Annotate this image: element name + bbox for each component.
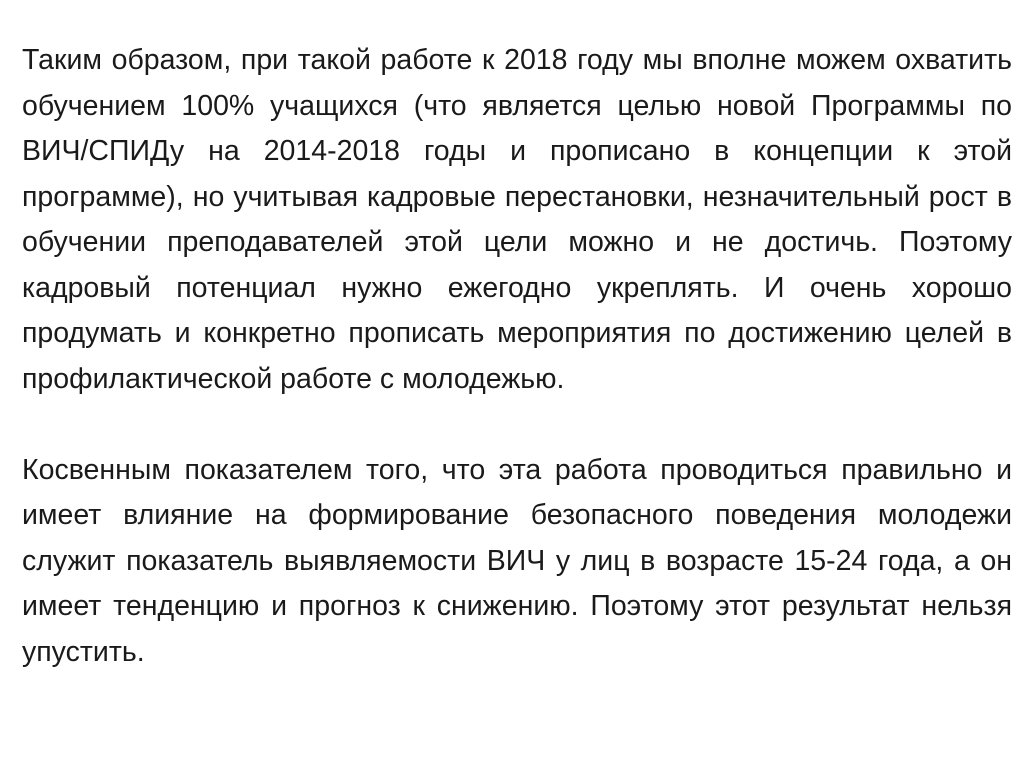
slide-text-body <box>22 38 1012 675</box>
paragraph-hiv-detection-indicator: Косвенным показателем того, что эта работа проводиться правильно и имеет влияние на формирование безопасного поведения молодежи служит показатель выявляемости ВИЧ у лиц в возрасте 15-24 года, а он имеет тенденцию и прогноз к снижению. Поэтому этот результат нельзя упустить. <box>22 453 1012 668</box>
paragraph-training-coverage: Таким образом, при такой работе к 2018 году мы вполне можем охватить обучением 100% учащихся (что является целью новой Программы по ВИЧ/СПИДу на 2014-2018 годы и прописано в концепции к этой программе), но учитывая кадровые перестановки, незначительный рост в обучении преподавателей этой цели можно и не достичь. Поэтому кадровый потенциал нужно ежегодно укреплять. И очень хорошо продумать и конкретно прописать мероприятия по достижению целей в профилактической работе с молодежью. <box>22 44 1012 395</box>
